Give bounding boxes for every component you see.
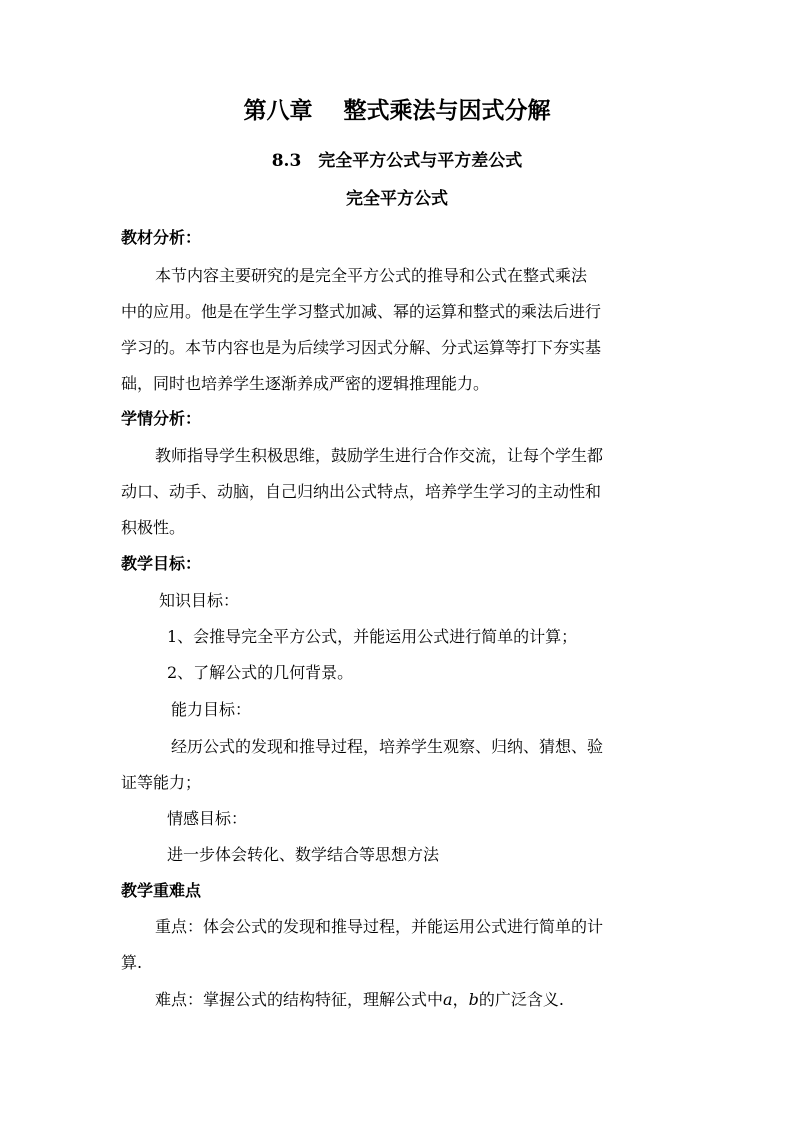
paragraph-line: 中的应用。他是在学生学习整式加减、幂的运算和整式的乘法后进行 — [121, 302, 602, 321]
emotion-line: 进一步体会转化、数学结合等思想方法 — [167, 845, 440, 864]
ability-line: 经历公式的发现和推导过程，培养学生观察、归纳、猜想、验 — [171, 737, 604, 756]
student-analysis-heading: 学情分析： — [121, 409, 202, 428]
difficulty-prefix: 难点：掌握公式的结构特征，理解公式中 — [155, 990, 444, 1009]
paragraph-line: 动口、动手、动脑，自己归纳出公式特点，培养学生学习的主动性和 — [121, 482, 602, 501]
paragraph-line: 础，同时也培养学生逐渐养成严密的逻辑推理能力。 — [121, 374, 490, 393]
knowledge-item: 2、了解公式的几何背景。 — [167, 663, 354, 682]
chapter-title: 第八章 整式乘法与因式分解 — [243, 97, 551, 124]
paragraph-line: 学习的。本节内容也是为后续学习因式分解、分式运算等打下夯实基 — [121, 338, 602, 357]
difficulty-line — [155, 987, 564, 1010]
ability-line: 证等能力； — [121, 773, 202, 792]
difficulty-suffix: 的广泛含义. — [478, 990, 564, 1009]
paragraph-line: 积极性。 — [121, 518, 186, 537]
objectives-heading: 教学目标： — [121, 554, 202, 573]
paragraph-line: 本节内容主要研究的是完全平方公式的推导和公式在整式乘法 — [155, 266, 588, 285]
emotion-label: 情感目标： — [167, 809, 248, 828]
focus-line: 算. — [121, 953, 143, 972]
paragraph-line: 教师指导学生积极思维，鼓励学生进行合作交流，让每个学生都 — [155, 446, 604, 465]
subsection-title: 完全平方公式 — [346, 189, 448, 209]
focus-line: 重点：体会公式的发现和推导过程，并能运用公式进行简单的计 — [155, 917, 604, 936]
knowledge-item: 1、会推导完全平方公式，并能运用公式进行简单的计算； — [167, 627, 578, 646]
material-analysis-heading: 教材分析： — [121, 228, 202, 247]
variable-a: a — [443, 990, 453, 1009]
variable-b: b — [468, 990, 479, 1009]
section-title: 8.3 完全平方公式与平方差公式 — [271, 151, 523, 171]
knowledge-label: 知识目标： — [159, 591, 240, 610]
ability-label: 能力目标： — [171, 700, 252, 719]
difficulty-separator: ， — [452, 990, 469, 1009]
key-points-heading: 教学重难点 — [121, 881, 202, 900]
